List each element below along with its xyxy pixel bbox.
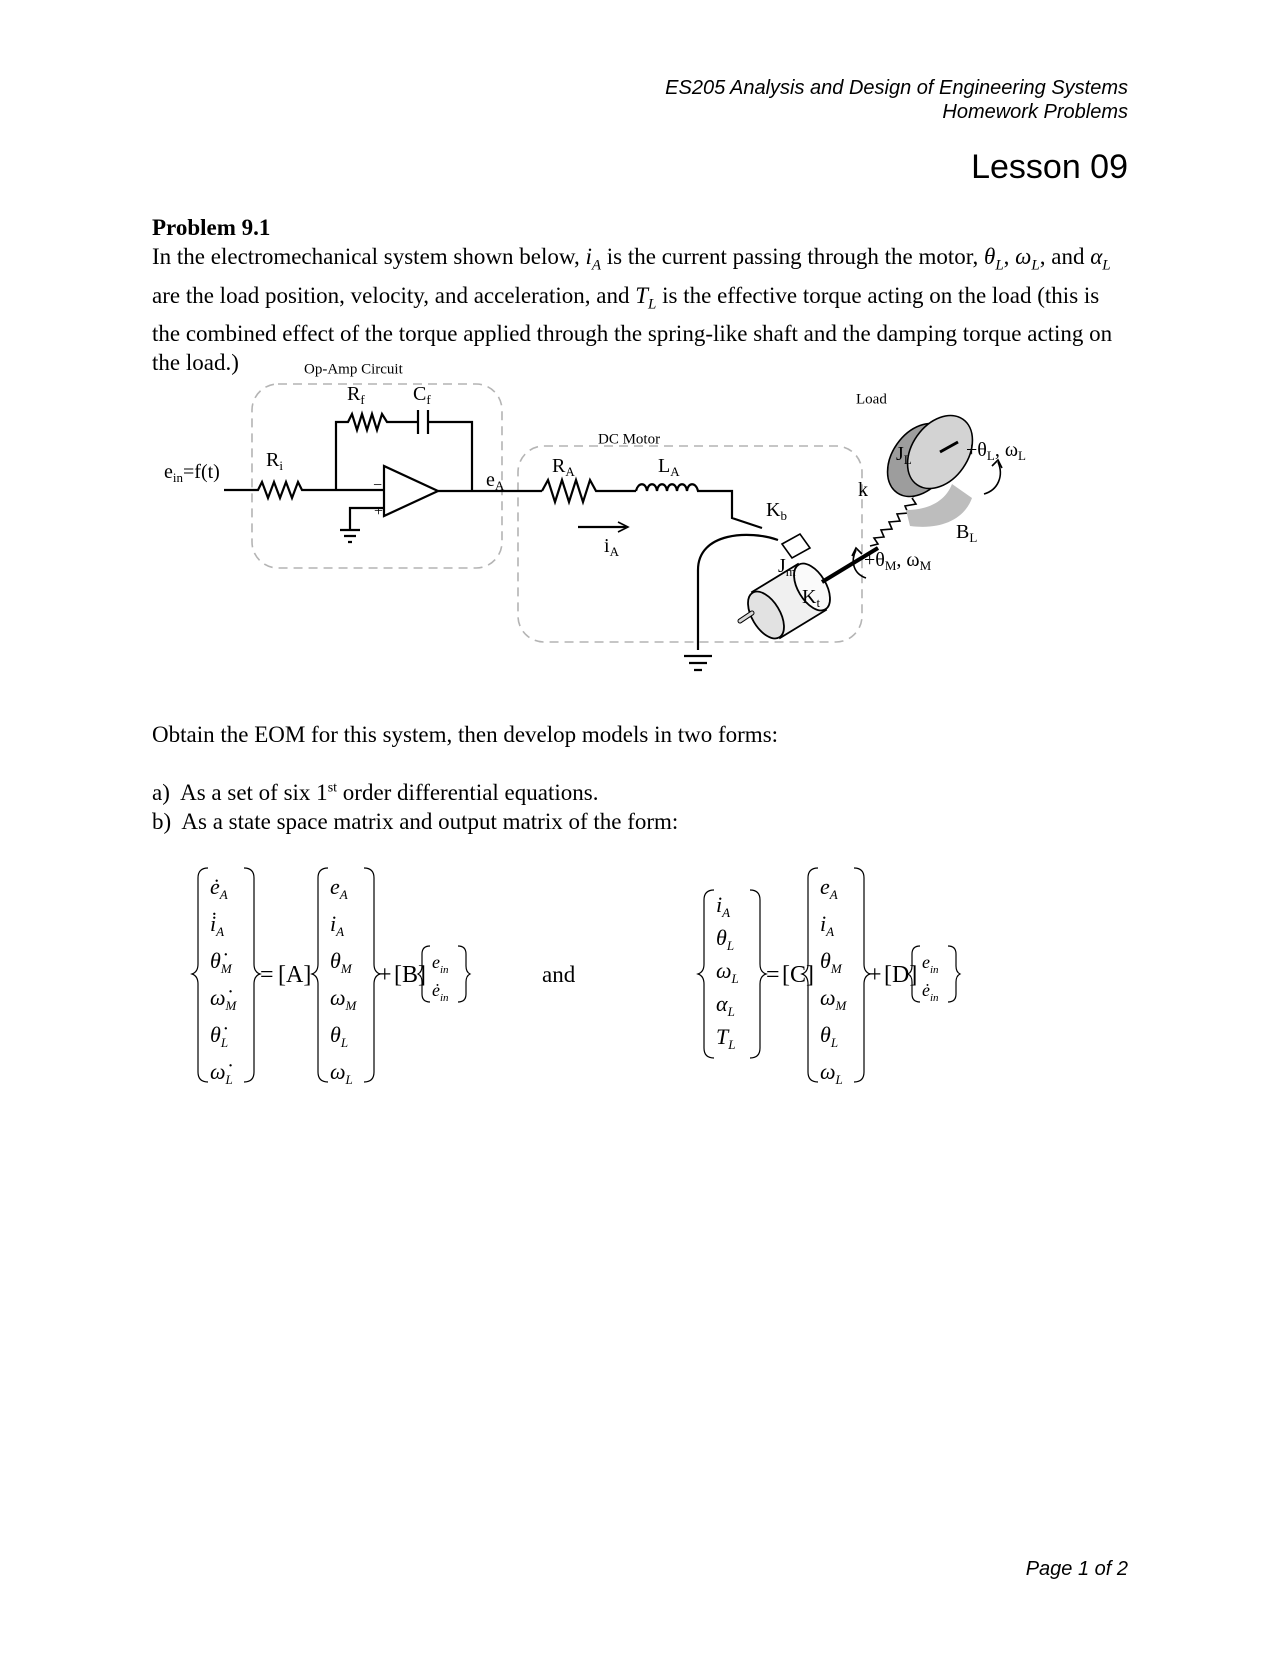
plus-sign-2: + bbox=[868, 962, 882, 988]
state-lhs-entry: $\thetȧ_L$ bbox=[210, 1022, 229, 1050]
output-vec-entry: $\alpha_L$ bbox=[716, 991, 735, 1019]
label-jm: $J_m$ bbox=[778, 555, 796, 579]
thetaL-arrow bbox=[984, 462, 1000, 494]
capacitor-cf bbox=[418, 410, 428, 434]
label-k: k bbox=[858, 479, 868, 501]
lesson-title: Lesson 09 bbox=[971, 148, 1128, 186]
state-vec-entry: $\omega_M$ bbox=[330, 985, 357, 1013]
input-vec-entry: $e_{in}$ bbox=[432, 952, 449, 976]
label-ri: $R_i$ bbox=[266, 449, 283, 473]
motor-ground bbox=[684, 656, 712, 670]
state-lhs-entry: $\omegȧ_M$ bbox=[210, 985, 237, 1013]
label-ea: $e_A$ bbox=[486, 469, 505, 493]
label-la: $L_A$ bbox=[658, 455, 680, 479]
label-ein: $e_{in}=f(t)$ bbox=[164, 461, 220, 485]
state-lhs-entry: $ė_A$ bbox=[210, 874, 228, 902]
label-ia: $i_A$ bbox=[604, 535, 619, 559]
label-thetal-omegal: $+\theta_L$, $\omega_L$ bbox=[966, 439, 1026, 463]
label-opamp-circuit: Op-Amp Circuit bbox=[304, 361, 403, 378]
label-load: Load bbox=[856, 391, 887, 408]
brace-state bbox=[312, 868, 328, 1082]
matrix-a: [A] bbox=[278, 962, 312, 988]
state-vec-entry: $e_A$ bbox=[330, 874, 348, 902]
label-thetam-omegam: $+\theta_M$, $\omega_M$ bbox=[864, 549, 932, 573]
matrix-c: [C] bbox=[782, 962, 814, 988]
state-vec-entry: $\omega_M$ bbox=[820, 985, 847, 1013]
course-title: ES205 Analysis and Design of Engineering Systems bbox=[665, 77, 1128, 99]
input-vec-entry: $e_{in}$ bbox=[922, 952, 939, 976]
matrix-b: [B] bbox=[394, 962, 426, 988]
label-kb: $K_b$ bbox=[766, 499, 787, 523]
state-vec-entry: $\theta_L$ bbox=[820, 1022, 839, 1050]
state-space-equations bbox=[190, 860, 1020, 1100]
output-vec-entry: $\theta_L$ bbox=[716, 925, 735, 953]
state-lhs-entry: $\omegȧ_L$ bbox=[210, 1059, 233, 1087]
label-rf: $R_f$ bbox=[347, 383, 365, 407]
page-number: Page 1 of 2 bbox=[1025, 1558, 1128, 1580]
plus-sign-1: + bbox=[378, 962, 392, 988]
label-bl: $B_L$ bbox=[956, 521, 978, 545]
output-vec-entry: $T_L$ bbox=[716, 1024, 736, 1052]
label-plus: + bbox=[374, 503, 384, 520]
state-vec-entry: $\theta_L$ bbox=[330, 1022, 349, 1050]
state-lhs-entry: $i̇_A$ bbox=[210, 911, 225, 939]
matrix-d: [D] bbox=[884, 962, 918, 988]
opamp-box bbox=[252, 384, 502, 568]
motor-body bbox=[740, 534, 837, 644]
state-lhs-entry: $\thetȧ_M$ bbox=[210, 948, 232, 976]
label-cf: $C_f$ bbox=[413, 383, 431, 407]
brace-lhs bbox=[192, 868, 208, 1082]
input-vec-entry: $ė_{in}$ bbox=[922, 980, 939, 1004]
eq-sign-1: = bbox=[260, 962, 274, 988]
state-vec-entry: $\theta_M$ bbox=[330, 948, 352, 976]
inductor-la bbox=[636, 484, 762, 528]
opamp-triangle bbox=[384, 466, 438, 516]
state-vec-entry: $\theta_M$ bbox=[820, 948, 842, 976]
input-vec-entry: $ė_{in}$ bbox=[432, 980, 449, 1004]
eq-sign-2: = bbox=[766, 962, 780, 988]
state-vec-entry: $\omega_L$ bbox=[820, 1059, 843, 1087]
problem-title: Problem 9.1 bbox=[152, 215, 271, 240]
label-jl: $J_L$ bbox=[896, 443, 912, 467]
item-a: a) As a set of six 1st order differential equations. bbox=[152, 780, 599, 805]
problem-intro: In the electromechanical system shown below, $i_A$ is the current passing through the motor, $\theta_L$, $\omega_L$, and $\alpha_L$ are the load position, velocity, and acceleration, and $T_L$ is the effective torque acting on the load (this is the combined effect of the torque applied through the spring-like shaft and the damping torque acting on the load.) bbox=[152, 244, 1113, 376]
brace-output bbox=[698, 890, 714, 1058]
label-ra: $R_A$ bbox=[552, 455, 575, 479]
obtain-text: Obtain the EOM for this system, then develop models in two forms: bbox=[152, 722, 779, 747]
state-vec-entry: $i_A$ bbox=[820, 911, 835, 939]
output-vec-entry: $i_A$ bbox=[716, 892, 731, 920]
label-dc-motor: DC Motor bbox=[598, 431, 661, 448]
label-minus: − bbox=[373, 477, 383, 494]
item-b: b) As a state space matrix and output matrix of the form: bbox=[152, 809, 679, 834]
load-disk bbox=[874, 403, 986, 527]
resistor-ra bbox=[542, 480, 636, 502]
electromechanical-diagram bbox=[150, 360, 1100, 720]
output-vec-entry: $\omega_L$ bbox=[716, 958, 739, 986]
and-text: and bbox=[542, 962, 576, 987]
resistor-ri bbox=[224, 482, 336, 498]
course-subtitle: Homework Problems bbox=[942, 101, 1128, 123]
state-vec-entry: $i_A$ bbox=[330, 911, 345, 939]
state-vec-entry: $\omega_L$ bbox=[330, 1059, 353, 1087]
state-vec-entry: $e_A$ bbox=[820, 874, 838, 902]
label-kt: $K_t$ bbox=[802, 586, 821, 610]
